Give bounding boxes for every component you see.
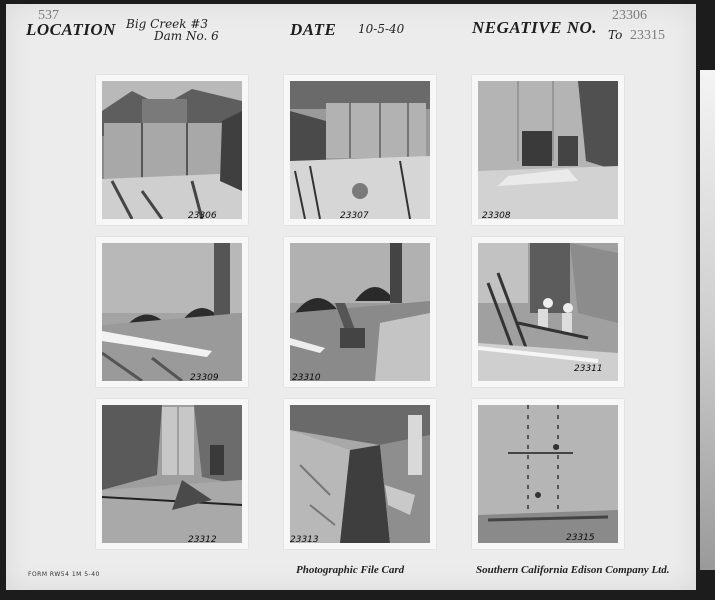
photo-6 bbox=[472, 237, 624, 387]
outlet-arches-photo bbox=[102, 243, 242, 381]
dam-wall-photo bbox=[102, 81, 242, 219]
negative-from: 23306 bbox=[612, 8, 647, 23]
form-code: FORM RW54 1M 5-40 bbox=[28, 571, 100, 578]
location-line-1: Big Creek #3 bbox=[126, 17, 209, 31]
dam-base-photo bbox=[290, 81, 430, 219]
photographic-file-card bbox=[6, 4, 696, 590]
card-title: Photographic File Card bbox=[296, 564, 405, 576]
photo-8 bbox=[284, 399, 436, 549]
photo-7 bbox=[96, 399, 248, 549]
location-line-2: Dam No. 6 bbox=[154, 29, 219, 43]
riverbed-photo bbox=[290, 405, 430, 543]
stamp-number: 537 bbox=[38, 8, 59, 23]
negative-number: 23307 bbox=[340, 211, 369, 221]
negative-number: 23310 bbox=[292, 373, 321, 383]
photo-5 bbox=[284, 237, 436, 387]
gate-works-photo bbox=[290, 243, 430, 381]
workers-photo bbox=[478, 243, 618, 381]
negative-number: 23306 bbox=[188, 211, 217, 221]
negative-number: 23315 bbox=[566, 533, 595, 543]
negative-number: 23311 bbox=[574, 364, 603, 374]
negative-to: 23315 bbox=[630, 28, 665, 43]
photo-4 bbox=[96, 237, 248, 387]
negative-to-word: To bbox=[608, 28, 623, 42]
dam-face-scaffold-photo bbox=[478, 405, 618, 543]
location-label: LOCATION bbox=[26, 20, 116, 39]
date-value: 10-5-40 bbox=[358, 22, 405, 36]
background-strip bbox=[700, 70, 715, 570]
negative-number: 23312 bbox=[188, 535, 217, 545]
negative-number: 23308 bbox=[482, 211, 511, 221]
photo-9 bbox=[472, 399, 624, 549]
negative-label: NEGATIVE NO. bbox=[472, 18, 598, 37]
photo-1 bbox=[96, 75, 248, 225]
photo-2 bbox=[284, 75, 436, 225]
negative-number: 23313 bbox=[290, 535, 319, 545]
company-name: Southern California Edison Company Ltd. bbox=[476, 564, 670, 576]
tower-structure-photo bbox=[102, 405, 242, 543]
spillway-photo bbox=[478, 81, 618, 219]
date-label: DATE bbox=[290, 20, 337, 39]
photo-3 bbox=[472, 75, 624, 225]
negative-number: 23309 bbox=[190, 373, 219, 383]
